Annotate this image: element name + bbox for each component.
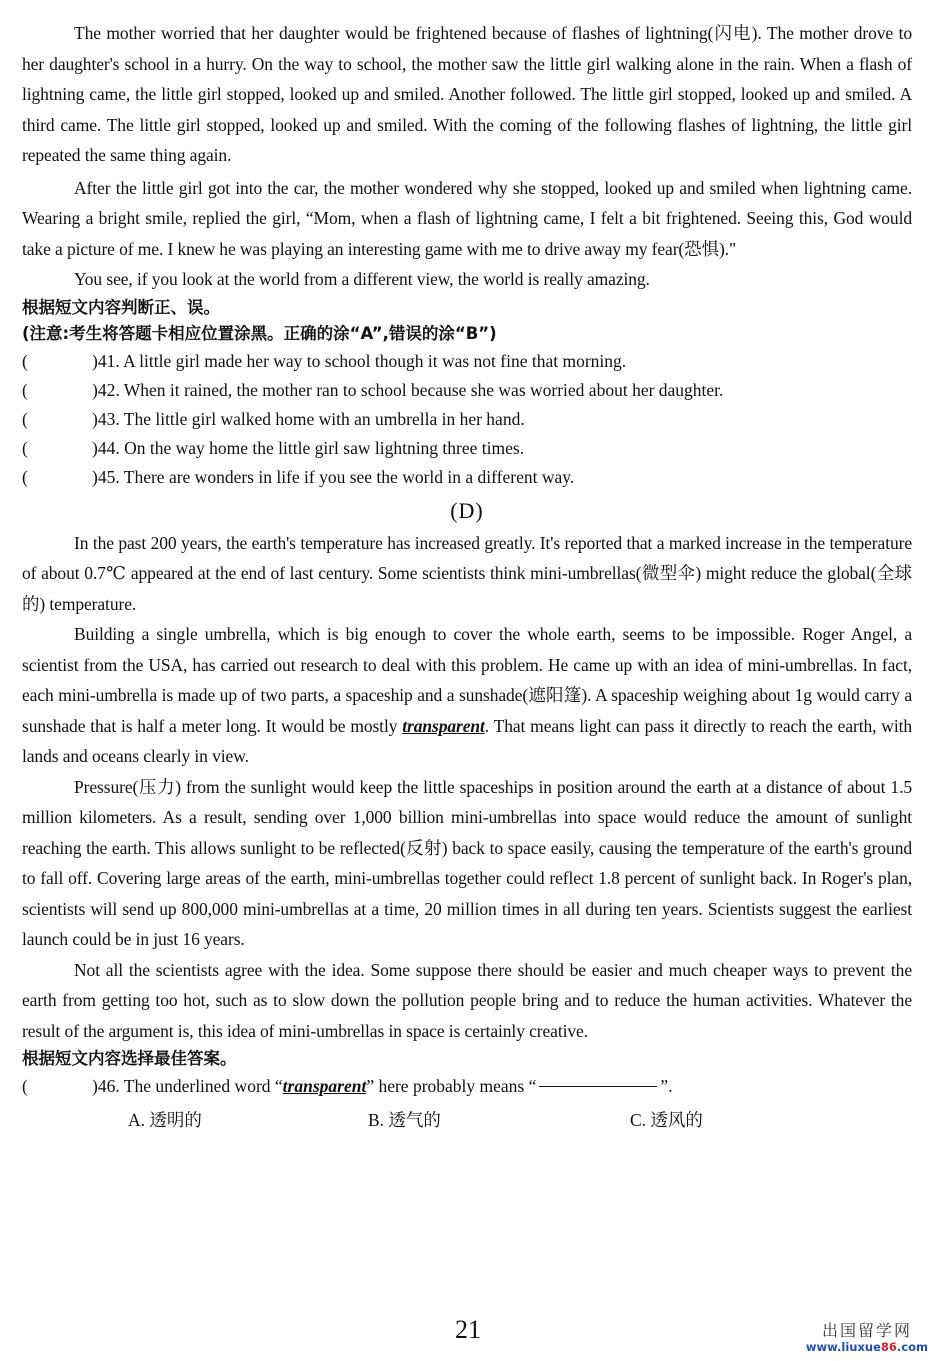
watermark-site-name: 出国留学网	[821, 1321, 912, 1340]
watermark-url-highlight: 86	[880, 1340, 897, 1354]
question-46-keyword: transparent	[282, 1076, 367, 1096]
option-c[interactable]: C. 透风的	[630, 1110, 703, 1130]
question-46-prefix: 46. The underlined word “	[97, 1076, 283, 1096]
answer-sheet-note: (注意:考生将答题卡相应位置涂黑。正确的涂“A”,错误的涂“B”)	[22, 323, 497, 343]
answer-blank[interactable]: (	[22, 408, 28, 429]
answer-blank[interactable]: (	[22, 350, 28, 371]
page-number: 21	[455, 1315, 481, 1344]
p2-text-after: . That means light can pass it directly to reach the earth, with lands and oceans clearly in view.	[22, 715, 912, 766]
passage-c	[22, 18, 912, 492]
question-46-end: ”.	[660, 1076, 673, 1096]
answer-blank[interactable]: (	[22, 466, 28, 487]
question-46-options	[22, 1103, 912, 1137]
question-41-text: 41. A little girl made her way to school though it was not fine that morning.	[97, 350, 627, 371]
question-43: ( ) 43. The little girl walked home with an umbrella in her hand.	[22, 405, 912, 434]
passage-d-paragraph-2	[22, 619, 912, 772]
p2-text-before: Building a single umbrella, which is big enough to cover the whole earth, seems to be impossible. Roger Angel, a scientist from the USA, has carried out research to deal with this problem. He came up with an idea of mini-umbrellas. In fact, each mini-umbrella is made up of two parts, a spaceship and a sunshade(遮阳篷). A spaceship weighing about 1g would carry a sunshade that is half a meter long. It would be mostly	[22, 624, 912, 736]
passage-c-paragraph-2: After the little girl got into the car, the mother wondered why she stopped, looked up and smiled when lightning came. Wearing a bright smile, replied the girl, “Mom, when a flash of lightning came, I felt a bit frightened. Seeing this, God would take a picture of me. I knew he was playing an interesting game with me to drive away my fear(恐惧)."	[22, 177, 912, 259]
section-label-d: (D)	[450, 497, 484, 523]
true-false-instruction: 根据短文内容判断正、误。	[22, 297, 220, 317]
question-43-text: 43. The little girl walked home with an umbrella in her hand.	[97, 408, 525, 429]
question-text: )	[92, 350, 98, 371]
passage-c-paragraph-1: The mother worried that her daughter would be frightened because of flashes of lightning(闪电). The mother drove to her daughter's school in a hurry. On the way to school, the mother saw the little girl walking alone in the rain. When a flash of lightning came, the little girl stopped, looked up and smiled. Another followed. The little girl stopped, looked up and smiled. A third came. The little girl stopped, looked up and smiled. With the coming of the following flashes of lightning, the little girl repeated the same thing again.	[22, 23, 912, 165]
passage-d	[22, 494, 912, 1138]
exam-page	[22, 18, 912, 1137]
answer-blank[interactable]: (	[22, 437, 28, 458]
underlined-word-transparent: transparent	[402, 715, 485, 736]
site-watermark	[806, 1322, 928, 1354]
passage-d-paragraph-4: Not all the scientists agree with the idea. Some suppose there should be easier and much cheaper ways to prevent the earth from getting too hot, such as to slow down the pollution people bring and to reduce the human activities. Whatever the result of the argument is, this idea of mini-umbrellas in space is certainly creative.	[22, 959, 912, 1041]
question-44-text: 44. On the way home the little girl saw lightning three times.	[97, 437, 525, 458]
answer-blank[interactable]: (	[22, 379, 28, 400]
option-a[interactable]: A. 透明的	[128, 1110, 202, 1130]
question-46: ( ) 46. The underlined word “ transparent ” here probably means “ ”.	[22, 1072, 912, 1101]
question-45: ( ) 45. There are wonders in life if you see the world in a different way.	[22, 463, 912, 492]
watermark-url-part: .com	[896, 1340, 928, 1354]
question-41	[22, 347, 912, 376]
question-46-suffix: ” here probably means “	[366, 1076, 537, 1096]
watermark-url-part: www.liuxue	[805, 1340, 881, 1354]
fill-in-blank[interactable]	[539, 1072, 657, 1087]
question-42: ( ) 42. When it rained, the mother ran to school because she was worried about her daughter.	[22, 376, 912, 405]
question-42-text: 42. When it rained, the mother ran to school because she was worried about her daughter.	[97, 379, 724, 400]
question-44: ( ) 44. On the way home the little girl saw lightning three times.	[22, 434, 912, 463]
passage-c-paragraph-3: You see, if you look at the world from a different view, the world is really amazing.	[74, 269, 650, 289]
option-b[interactable]: B. 透气的	[368, 1110, 441, 1130]
answer-blank[interactable]: (	[22, 1076, 28, 1096]
question-45-text: 45. There are wonders in life if you see the world in a different way.	[97, 466, 575, 487]
passage-d-paragraph-1: In the past 200 years, the earth's temperature has increased greatly. It's reported that a marked increase in the temperature of about 0.7℃ appeared at the end of last century. Some scientists think mini-umbrellas(微型伞) might reduce the global(全球的) temperature.	[22, 532, 912, 614]
passage-d-paragraph-3: Pressure(压力) from the sunlight would keep the little spaceships in position around the earth at a distance of about 1.5 million kilometers. As a result, sending over 1,000 billion mini-umbrellas into space would reduce the amount of sunlight reaching the earth. This allows sunlight to be reflected(反射) back to space easily, causing the temperature of the earth's ground to fall off. Covering large areas of the earth, mini-umbrellas together could reflect 1.8 percent of sunlight back. In Roger's plan, scientists will send up 800,000 mini-umbrellas at a time, 20 million times in all during ten years. Scientists suggest the earliest launch could be in just 16 years.	[22, 776, 912, 949]
watermark-url	[806, 1340, 928, 1354]
multiple-choice-instruction: 根据短文内容选择最佳答案。	[22, 1049, 237, 1068]
true-false-questions	[22, 347, 912, 492]
